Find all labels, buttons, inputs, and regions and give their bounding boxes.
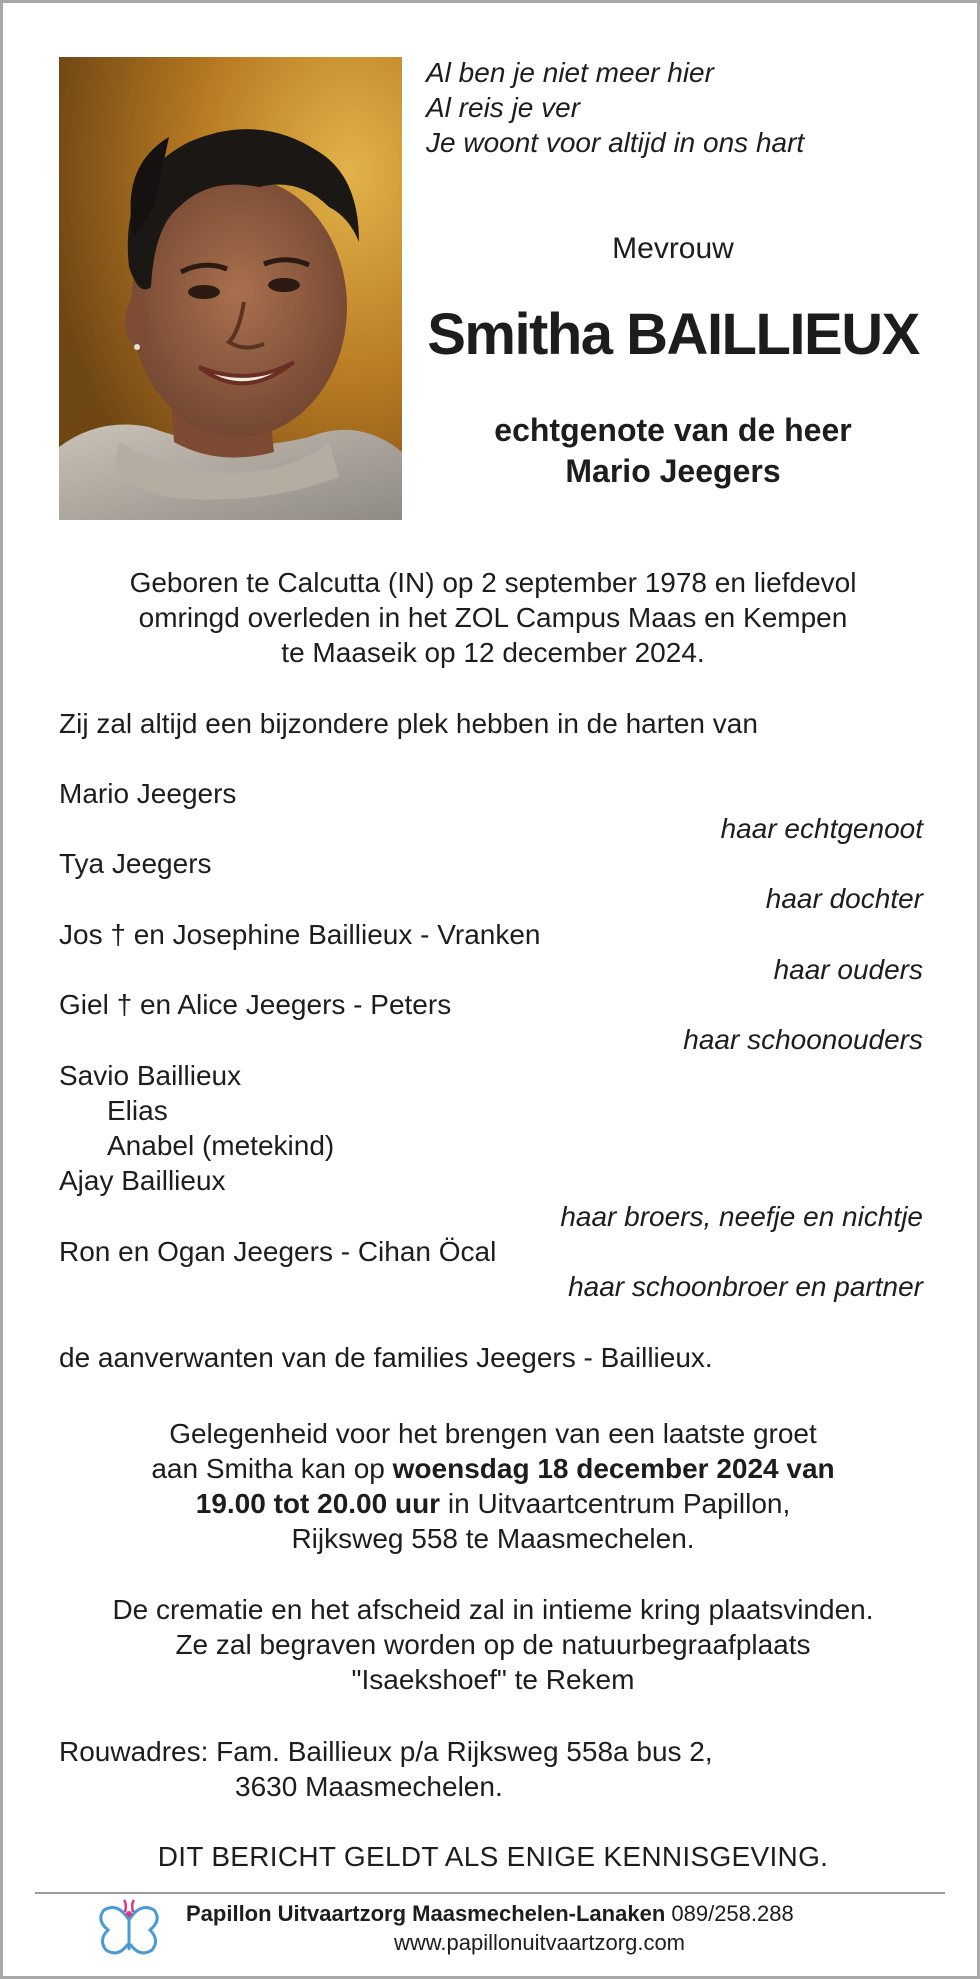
inlaw-names-rest: en Alice Jeegers - Peters [139, 989, 452, 1020]
cremation-info [43, 1592, 943, 1697]
visitation-info [43, 1416, 943, 1556]
poem-line: Al reis je ver [426, 92, 581, 123]
deceased-title: Mevrouw [612, 232, 734, 265]
spouse-name: Mario Jeegers [565, 453, 781, 489]
relation-siblings: haar broers, neefje en nichtje [560, 1201, 923, 1232]
family-member-elias: Elias [107, 1095, 168, 1126]
visit-date: woensdag 18 december 2024 van [392, 1453, 835, 1484]
family-member-ron: Ron en Ogan Jeegers - Cihan Öcal [59, 1236, 497, 1267]
deceased-name: Smitha BAILLIEUX [427, 302, 919, 367]
footer-company-line [186, 1900, 794, 1928]
relation-brother-in-law: haar schoonbroer en partner [568, 1271, 923, 1302]
poem-line: Je woont voor altijd in ons hart [426, 127, 805, 158]
family-intro: Zij zal altijd een bijzondere plek hebben in de harten van [59, 708, 758, 739]
born-line: te Maaseik op 12 december 2024. [281, 637, 705, 668]
spouse-line: echtgenote van de heer [494, 412, 852, 448]
notice-statement: DIT BERICHT GELDT ALS ENIGE KENNISGEVING. [157, 1841, 829, 1872]
company-phone: 089/258.288 [665, 1901, 794, 1926]
inlaw-name: Giel [59, 989, 109, 1020]
family-member-mario: Mario Jeegers [59, 778, 237, 809]
cremation-line: De crematie en het afscheid zal in intieme kring plaatsvinden. [112, 1594, 874, 1625]
relatives-line: de aanverwanten van de families Jeegers - Baillieux. [59, 1342, 713, 1373]
deceased-cross-icon: † [116, 989, 133, 1020]
family-member-savio: Savio Baillieux [59, 1060, 242, 1091]
butterfly-logo-icon [96, 1898, 162, 1964]
visit-line [43, 1486, 943, 1521]
portrait-image [59, 57, 402, 520]
relation-parents-in-law: haar schoonouders [683, 1024, 923, 1055]
visit-text: aan Smitha kan op [151, 1453, 393, 1484]
company-website-link[interactable]: www.papillonuitvaartzorg.com [393, 1930, 686, 1955]
mourning-address-city: 3630 Maasmechelen. [235, 1771, 503, 1802]
family-member-inlaws [59, 987, 925, 1022]
portrait-photo [59, 57, 402, 520]
family-member-parents [59, 917, 925, 952]
visit-line: Gelegenheid voor het brengen van een laatste groet [169, 1418, 817, 1449]
family-member-anabel: Anabel (metekind) [107, 1130, 335, 1161]
poem-line: Al ben je niet meer hier [426, 57, 714, 88]
parent-names-rest: en Josephine Baillieux - Vranken [133, 919, 541, 950]
family-member-tya: Tya Jeegers [59, 848, 212, 879]
visit-location: in Uitvaartcentrum Papillon, [440, 1488, 791, 1519]
relation-parents: haar ouders [773, 954, 923, 985]
birth-death-info [43, 565, 943, 670]
poem [426, 55, 804, 160]
born-line: omringd overleden in het ZOL Campus Maas en Kempen [138, 602, 848, 633]
visit-time: 19.00 tot 20.00 uur [195, 1488, 441, 1519]
visit-line: Rijksweg 558 te Maasmechelen. [291, 1523, 695, 1554]
born-line: Geboren te Calcutta (IN) op 2 september 1978 en liefdevol [129, 567, 857, 598]
relation-husband: haar echtgenoot [720, 813, 923, 844]
spouse-info [423, 410, 923, 492]
footer-divider [35, 1892, 945, 1894]
cremation-line: "Isaekshoef" te Rekem [351, 1664, 635, 1695]
visit-line [43, 1451, 943, 1486]
cremation-line: Ze zal begraven worden op de natuurbegraafplaats [175, 1629, 811, 1660]
deceased-cross-icon: † [110, 919, 126, 950]
company-name: Papillon Uitvaartzorg Maasmechelen-Lanaken [186, 1901, 666, 1926]
family-member-ajay: Ajay Baillieux [59, 1165, 226, 1196]
mourning-address: Rouwadres: Fam. Baillieux p/a Rijksweg 558a bus 2, [59, 1736, 713, 1767]
relation-daughter: haar dochter [765, 883, 923, 914]
parent-name: Jos [59, 919, 103, 950]
